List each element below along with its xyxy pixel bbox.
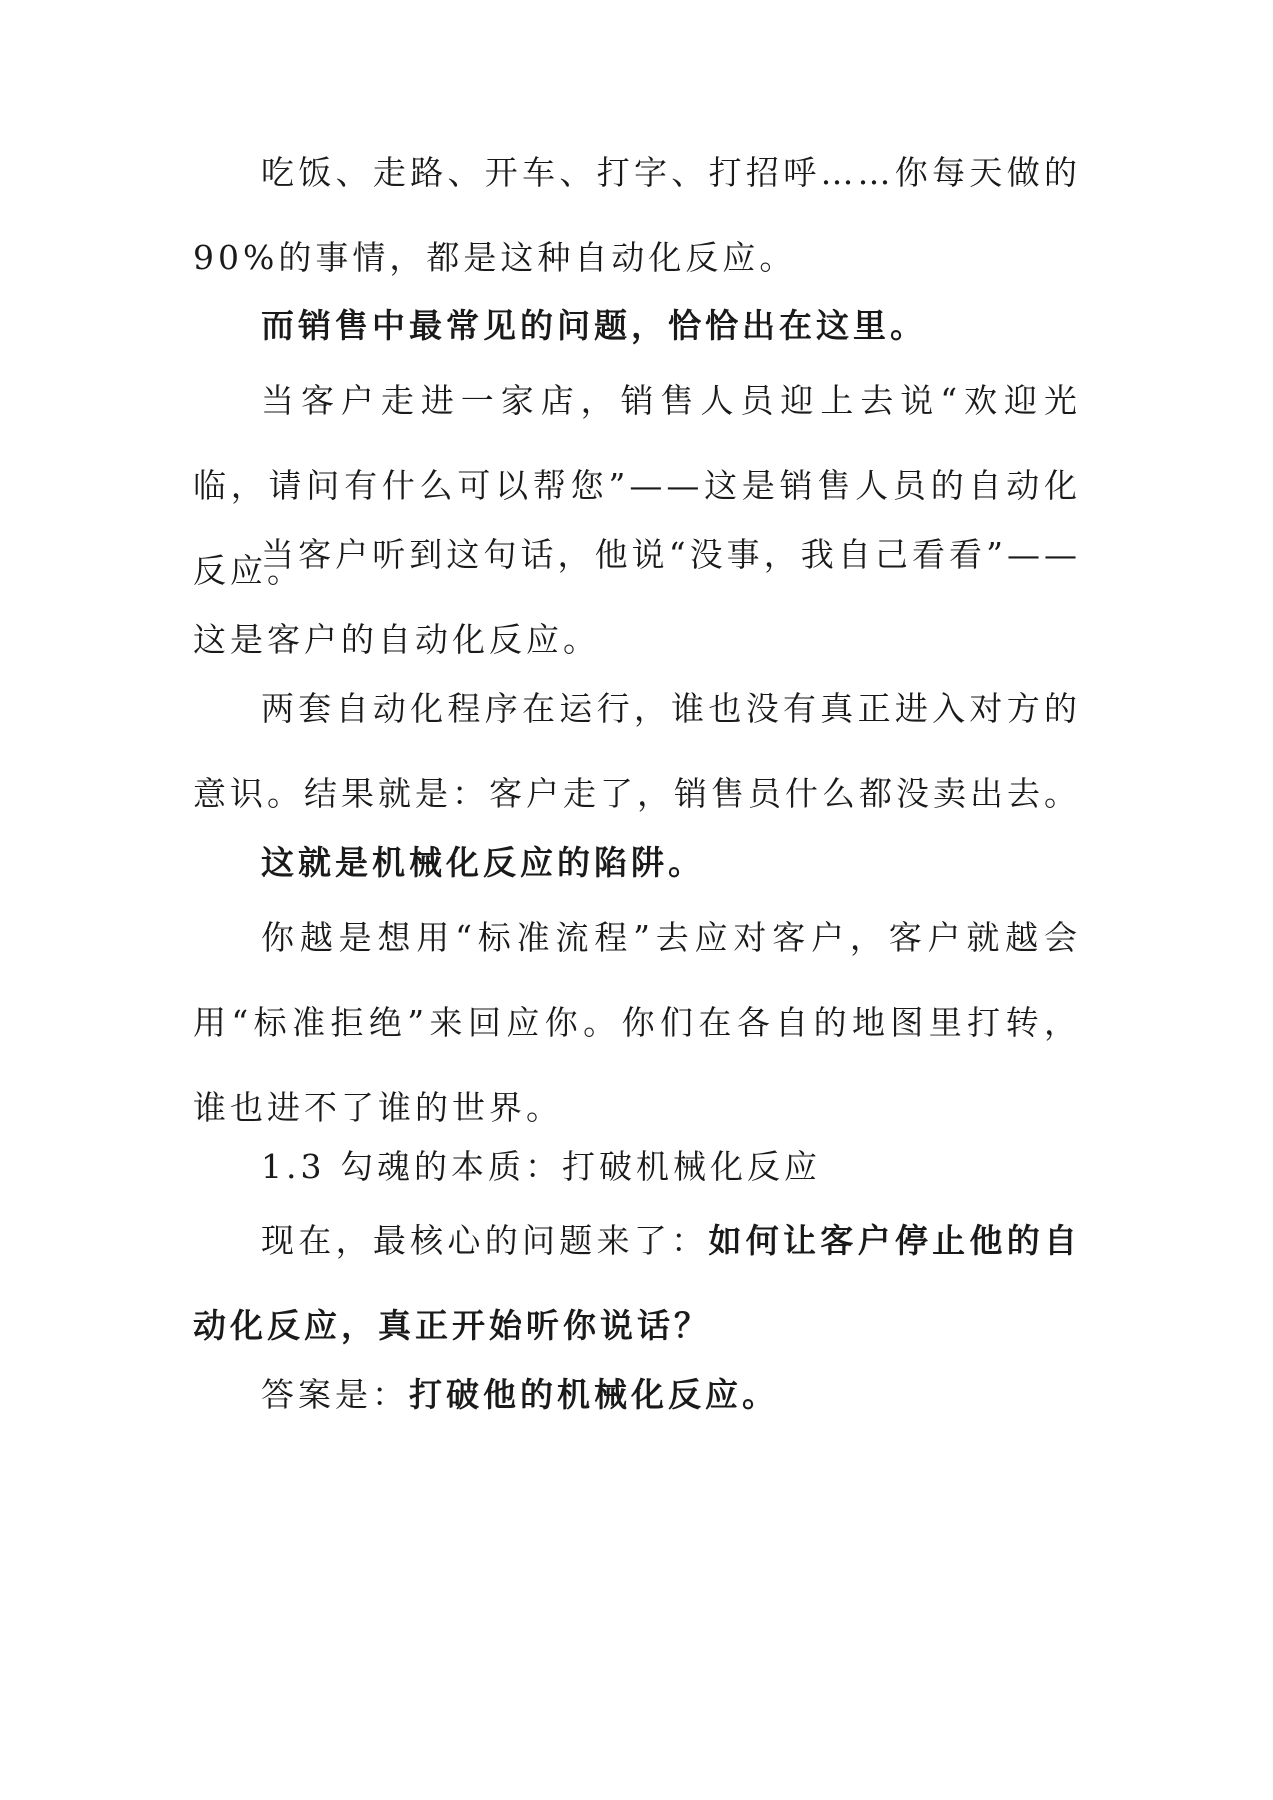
paragraph-text: 你越是想用“标准流程”去应对客户，客户就越会用“标准拒绝”来回应你。你们在各自的地图里打转，谁也进不了谁的世界。	[193, 918, 1081, 1127]
paragraph-trap	[193, 820, 1081, 905]
paragraph-text-plain: 现在，最核心的问题来了：	[261, 1221, 709, 1260]
paragraph-text: 两套自动化程序在运行，谁也没有真正进入对方的意识。结果就是：客户走了，销售员什么都没卖出去。	[193, 689, 1081, 813]
paragraph-answer	[193, 1352, 1081, 1437]
paragraph-two-programs	[193, 666, 1081, 836]
section-heading	[193, 1124, 1081, 1209]
paragraph-text-plain: 答案是：	[261, 1375, 409, 1414]
paragraph-customer-response	[193, 512, 1081, 682]
paragraph-text: 而销售中最常见的问题，恰恰出在这里。	[261, 306, 927, 345]
paragraph-sales-problem	[193, 283, 1081, 368]
paragraph-text: 这就是机械化反应的陷阱。	[261, 843, 705, 882]
paragraph-text-emphasis: 如何让客户停止他的自动化反应，真正开始听你说话？	[193, 1221, 1082, 1345]
paragraph-automatic-behaviors	[193, 130, 1081, 300]
paragraph-text: 当客户听到这句话，他说“没事，我自己看看”——这是客户的自动化反应。	[193, 535, 1081, 659]
paragraph-standard-process	[193, 895, 1081, 1150]
paragraph-text-emphasis: 打破他的机械化反应。	[409, 1375, 779, 1414]
paragraph-text: 当客户走进一家店，销售人员迎上去说“欢迎光临，请问有什么可以帮您”——这是销售人员的自动化反应。	[193, 381, 1081, 590]
heading-text: 1.3 勾魂的本质：打破机械化反应	[261, 1147, 821, 1186]
paragraph-core-question	[193, 1198, 1081, 1368]
paragraph-text: 吃饭、走路、开车、打字、打招呼……你每天做的 90%的事情，都是这种自动化反应。	[193, 153, 1081, 277]
